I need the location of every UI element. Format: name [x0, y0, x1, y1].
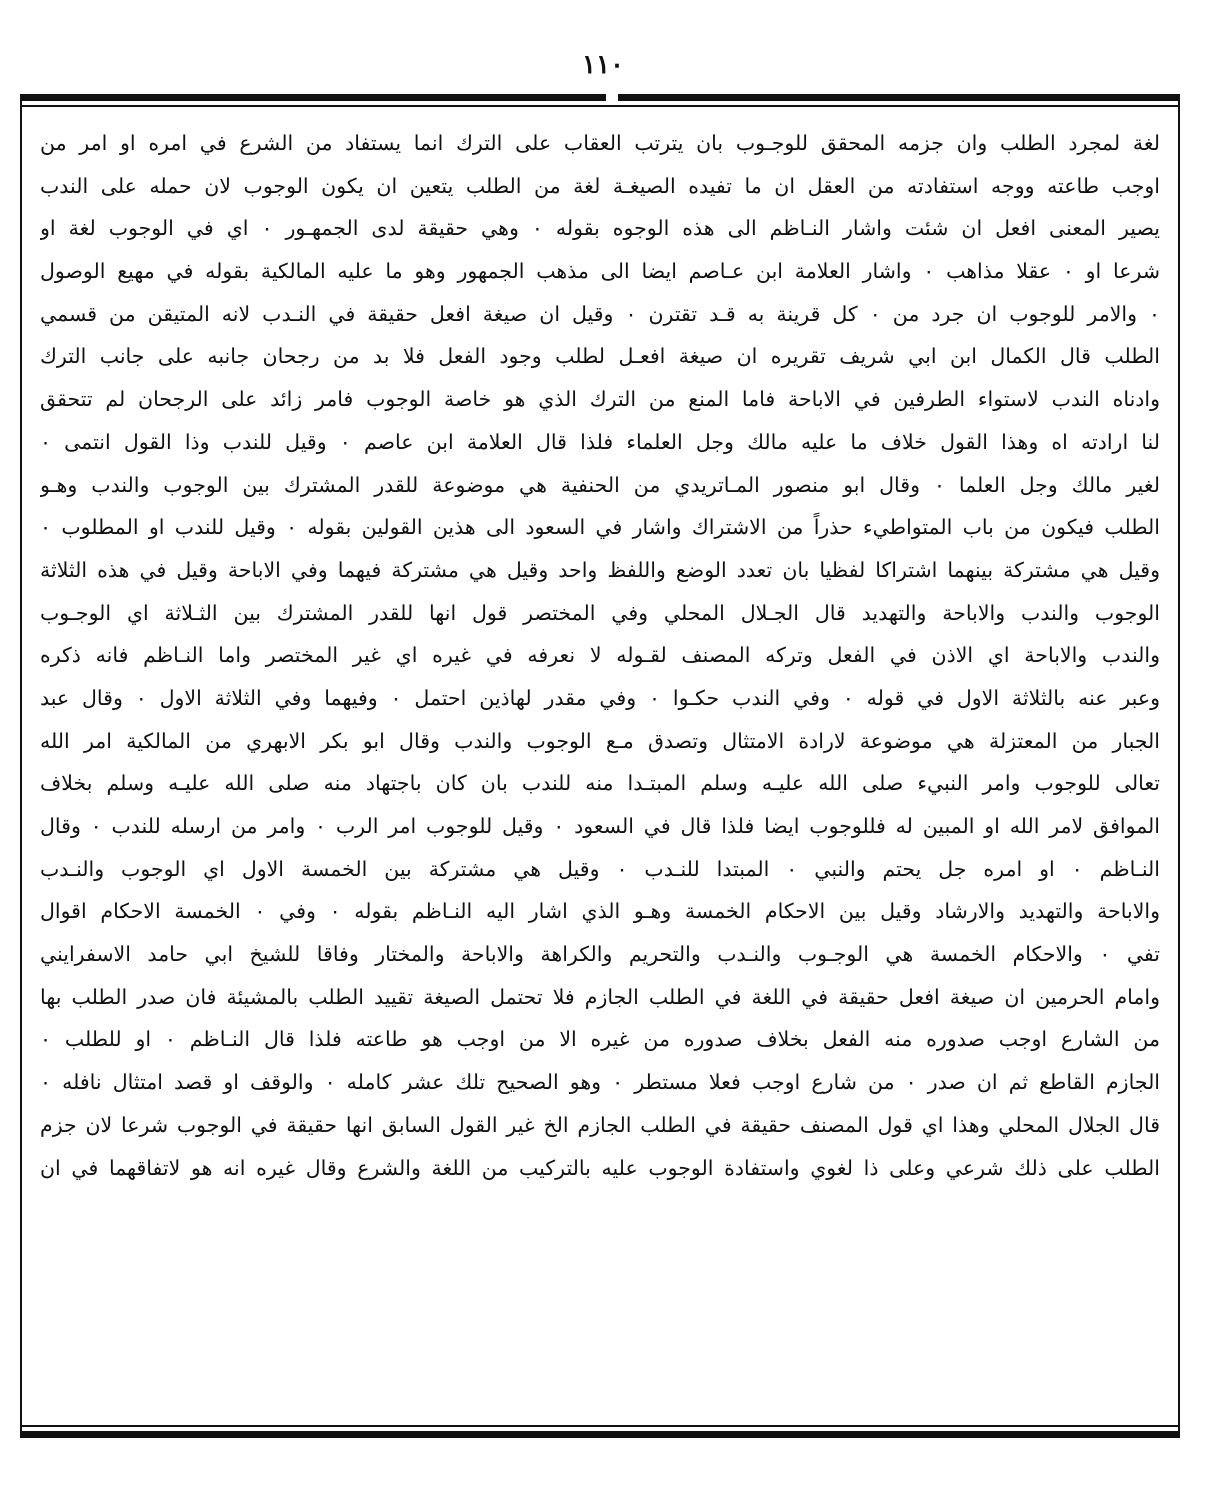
text-line: يصير المعنى افعل ان شئت واشار النـاظم الى هذه الوجوه بقوله ٠ وهي حقيقة لدى الجمهـور ٠ اي في الوجوب لغة او	[40, 216, 1160, 241]
text-line: لغير مالك وجل العلما ٠ وقال ابو منصور المـاتريدي من الحنفية هي موضوعة للقدر المشترك بين الوجوب والندب وهـو	[40, 472, 1160, 497]
text-line: وعبر عنه بالثلاثة الاول في قوله ٠ وفي الندب حكـوا ٠ وفي مقدر لهاذين احتمل ٠ وفيهما وفي الثلاثة الاول ٠ وقال عبد	[40, 685, 1160, 710]
text-line: وادناه الندب لاستواء الطرفين في الاباحة فاما المنع من الترك الذي هو خاصة الوجوب فامر زائد على الرجحان لم تتحقق	[40, 387, 1160, 412]
text-line: والندب والاباحة اي الاذن في الفعل وتركه المصنف لقـوله لا نعرفه في غيره اي غير المختصر واما النـاظم فانه ذكره	[40, 643, 1160, 668]
text-line: لنا ارادته اه وهذا القول خلاف ما عليه مالك وجل العلماء فلذا قال العلامة ابن عاصم ٠ وقيل للندب وذا القول انتمى ٠	[40, 429, 1160, 454]
text-line: شرعا او ٠ عقلا مذاهب ٠ واشار العلامة ابن عـاصم ايضا الى مذهب الجمهور وهو ما عليه المالكية بقوله في مهيع الوصول	[40, 259, 1160, 284]
text-line: الجازم القاطع ثم ان صدر ٠ من شارع اوجب فعلا مستطر ٠ وهو الصحيح تلك عشر كامله ٠ والوقف او قصد امتثال نافله ٠	[40, 1070, 1160, 1095]
bottom-border-thin	[20, 1425, 1180, 1427]
text-line: تفي ٠ والاحكام الخمسة هي الوجـوب والنـدب والتحريم والكراهة والاباحة والمختار وفاقا للشيخ ابي حامد الاسفرايني	[40, 942, 1160, 967]
text-line: والاباحة والتهديد والارشاد وقيل بين الاحكام الخمسة وهـو الذي اشار اليه النـاظم بقوله ٠ وفي ٠ الخمسة الاحكام اقوال	[40, 899, 1160, 924]
text-line: الطلب قال الكمال ابن ابي شريف تقريره ان صيغة افعـل لطلب وجود الفعل فلا بد من رجحان جانبه على جانب الترك	[40, 344, 1160, 369]
text-line: النـاظم ٠ او امره جل يحتم والنبي ٠ المبتدا للنـدب ٠ وقيل هي مشتركة بين الخمسة الاول اي الوجوب والنـدب	[40, 856, 1160, 881]
text-line: الطلب على ذلك شرعي وعلى ذا لغوي واستفادة الوجوب عليه بالتركيب من اللغة والشرع وقال غيره انه هو لاتفاقهما في ان	[40, 1155, 1160, 1180]
text-line: وقيل هي مشتركة بينهما اشتراكا لفظيا بان تعدد الوضع واللفظ واحد وقيل هي مشتركة فيهما وفي الاباحة وقيل في هذه الثلاثة	[40, 557, 1160, 582]
text-line: ٠ والامر للوجوب ان جرد من ٠ كل قرينة به قـد تقترن ٠ وقيل ان صيغة افعل حقيقة في النـدب لانه المتيقن من قسمي	[40, 301, 1160, 326]
page-frame	[20, 94, 1180, 1438]
text-line: الجبار من المعتزلة هي موضوعة لارادة الامتثال وتصدق مـع الوجوب والندب وقال ابو بكر الابهري من المالكية امر الله	[40, 728, 1160, 753]
page-number: ١١٠	[582, 50, 624, 80]
text-line: من الشارع اوجب صدوره منه الفعل بخلاف صدوره من غيره الا من اوجب هو طاعته فلذا قال النـاظم ٠ او للطلب ٠	[40, 1027, 1160, 1052]
text-line: لغة لمجرد الطلب وان جزمه المحقق للوجـوب بان يترتب العقاب على الترك انما يستفاد من الشرع في امره او امر من	[40, 131, 1160, 155]
text-line: وامام الحرمين ان صيغة افعل حقيقة في اللغة في الطلب الجازم فلا تحتمل الصيغة تقييد الطلب بالمشيئة فان صدر الطلب بها	[40, 984, 1160, 1009]
bottom-border-thick	[20, 1431, 1180, 1438]
top-border-thick	[20, 94, 1180, 101]
text-line: الطلب فيكون من باب المتواطيء حذراً من الاشتراك واشار في السعود الى هذين القولين بقوله ٠ وقيل للندب او المطلوب ٠	[40, 515, 1160, 540]
top-border-thin	[20, 105, 1180, 107]
text-line: تعالى للوجوب وامر النبيء صلى الله عليـه وسلم المبتـدا منه للندب بان كان باجتهاد منه صلى الله عليـه وسلم بخلاف	[40, 771, 1160, 796]
border-notch	[606, 91, 618, 105]
text-line: الموافق لامر الله او المبين له فللوجوب ايضا فلذا قال في السعود ٠ وقيل للوجوب امر الرب ٠ وامر من ارسله للندب ٠ وقال	[40, 814, 1160, 838]
body-text	[40, 122, 1160, 1189]
right-border	[1178, 94, 1180, 1438]
text-line: اوجب طاعته ووجه استفادته من العقل ان ما تفيده الصيغـة لغة من الطلب يتعين ان يكون الوجوب لان حمله على الندب	[40, 173, 1160, 198]
text-line: قال الجلال المحلي وهذا اي قول المصنف حقيقة في الطلب الجازم الخ غير القول السابق انها حقيقة في الوجوب شرعا لان جزم	[40, 1112, 1160, 1137]
text-line: الوجوب والندب والاباحة والتهديد قال الجـلال المحلي وفي المختصر قول انها للقدر المشترك بين الثـلاثة اي الوجـوب	[40, 600, 1160, 625]
left-border	[20, 94, 22, 1438]
